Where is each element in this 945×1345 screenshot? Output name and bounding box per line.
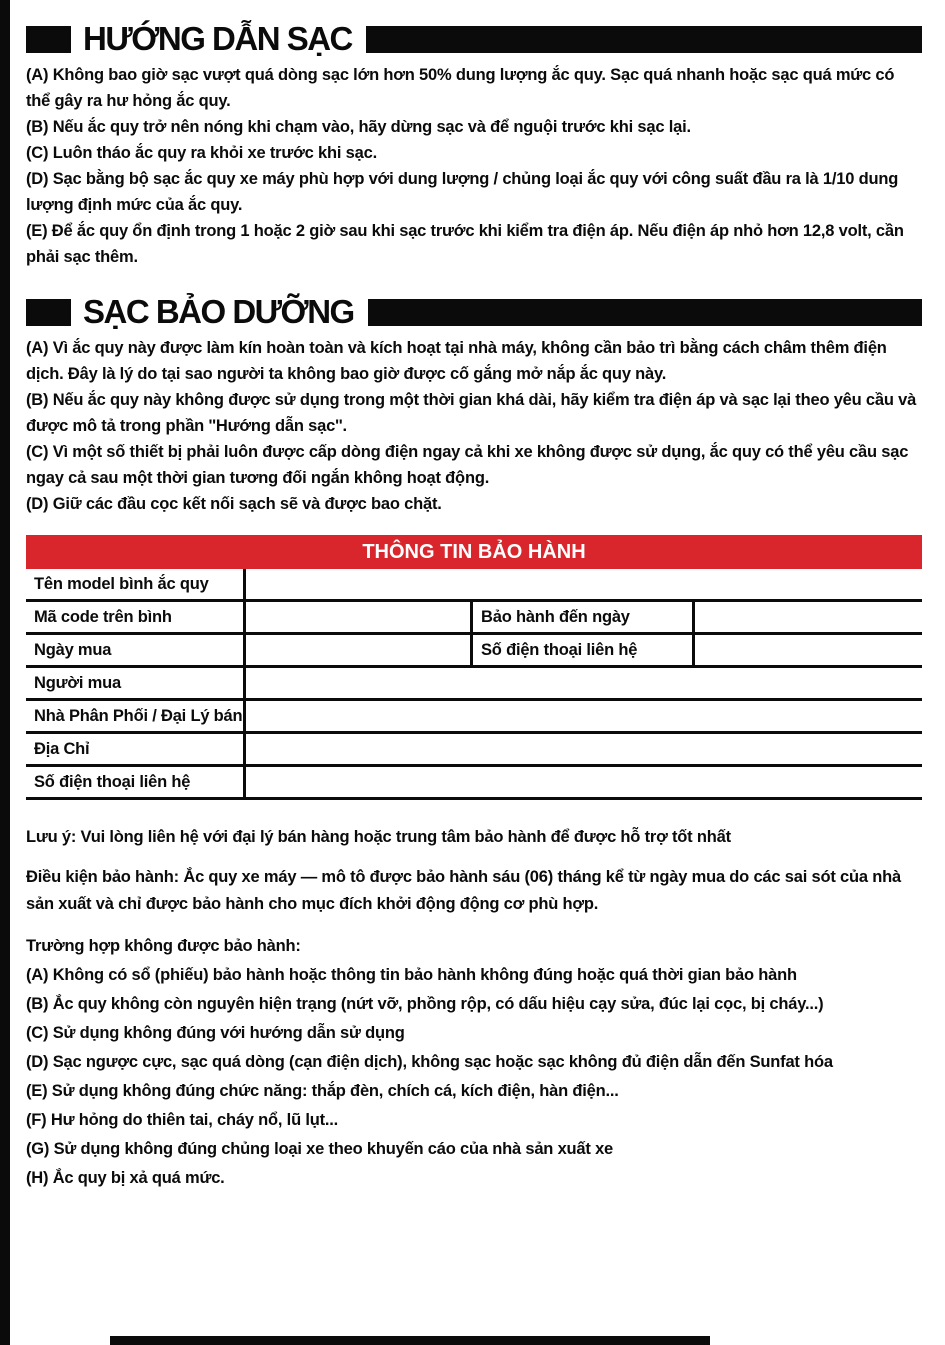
row-label: Địa Chỉ [26,734,246,764]
row-value-blank [246,668,922,698]
heading-black-bar [368,299,922,326]
row-value-blank [246,635,473,665]
section-title-maintenance: SẠC BẢO DƯỠNG [83,293,354,330]
black-square-marker [26,26,71,53]
row-label: Tên model bình ắc quy [26,569,246,599]
section-heading-maintenance [26,292,922,332]
heading-black-bar [366,26,922,53]
exclusion-item-b: (B) Ắc quy không còn nguyên hiện trạng (nứt vỡ, phồng rộp, có dấu hiệu cạy sửa, đúc lại cọc, bị cháy...) [26,995,824,1013]
row-label-2: Bảo hành đến ngày [473,602,695,632]
exclusion-item-h: (H) Ắc quy bị xả quá mức. [26,1169,225,1187]
row-label: Người mua [26,668,246,698]
table-row-model [26,569,922,602]
charging-instructions-list [26,62,922,270]
row-value-blank [246,569,922,599]
maintenance-instructions-list [26,335,922,517]
exclusion-item-c: (C) Sử dụng không đúng với hướng dẫn sử dụng [26,1024,405,1042]
row-value-blank [246,701,922,731]
exclusion-item-e: (E) Sử dụng không đúng chức năng: thắp đèn, chích cá, kích điện, hàn điện... [26,1082,619,1100]
exclusions-title: Trường hợp không được bảo hành: [26,937,301,955]
exclusion-item-g: (G) Sử dụng không đúng chủng loại xe theo khuyến cáo của nhà sản xuất xe [26,1140,614,1158]
row-value-2-blank [695,635,922,665]
exclusions-list [26,961,922,1193]
warranty-info-table [26,535,922,800]
table-row-distributor [26,701,922,734]
instruction-item-c: (C) Luôn tháo ắc quy ra khỏi xe trước khi sạc. [26,144,377,162]
row-label: Nhà Phân Phối / Đại Lý bán [26,701,246,731]
page-bottom-black-bar [110,1336,710,1345]
warranty-table-title: THÔNG TIN BẢO HÀNH [26,535,922,569]
row-value-blank [246,602,473,632]
table-row-purchase-date [26,635,922,668]
maintenance-item-d: (D) Giữ các đầu cọc kết nối sạch sẽ và được bao chặt. [26,495,442,513]
table-row-buyer [26,668,922,701]
row-label-2: Số điện thoại liên hệ [473,635,695,665]
page-left-black-bar [0,0,10,1345]
note-support: Lưu ý: Vui lòng liên hệ với đại lý bán hàng hoặc trung tâm bảo hành để được hỗ trợ tốt nhất [26,828,731,846]
maintenance-item-a: (A) Vì ắc quy này được làm kín hoàn toàn và kích hoạt tại nhà máy, không cần bảo trì bằng cách châm thêm điện dịch. Đây là lý do tại sao người ta không bao giờ được cố gắng mở nắp ắc quy này. [26,339,887,383]
row-value-2-blank [695,602,922,632]
note-warranty-conditions: Điều kiện bảo hành: Ắc quy xe máy — mô tô được bảo hành sáu (06) tháng kể từ ngày mua do các sai sót của nhà sản xuất và chỉ được bảo hành cho mục đích khởi động động cơ phù hợp. [26,868,901,913]
section-title-charging: HƯỚNG DẪN SẠC [83,20,352,57]
exclusion-item-d: (D) Sạc ngược cực, sạc quá dòng (cạn điện dịch), không sạc hoặc sạc không đủ điện dẫn đến Sunfat hóa [26,1053,833,1071]
maintenance-item-b: (B) Nếu ắc quy này không được sử dụng trong một thời gian khá dài, hãy kiểm tra điện áp và sạc lại theo yêu cầu và được mô tả trong phần ''Hướng dẫn sạc''. [26,391,917,435]
instruction-item-a: (A) Không bao giờ sạc vượt quá dòng sạc lớn hơn 50% dung lượng ắc quy. Sạc quá nhanh hoặc sạc quá mức có thể gây ra hư hỏng ắc quy. [26,66,895,110]
table-row-code [26,602,922,635]
exclusion-item-a: (A) Không có sổ (phiếu) bảo hành hoặc thông tin bảo hành không đúng hoặc quá thời gian bảo hành [26,966,797,984]
table-row-phone [26,767,922,800]
table-row-address [26,734,922,767]
row-value-blank [246,767,922,797]
row-label: Số điện thoại liên hệ [26,767,246,797]
exclusion-item-f: (F) Hư hỏng do thiên tai, cháy nổ, lũ lụt... [26,1111,339,1129]
row-label: Ngày mua [26,635,246,665]
instruction-item-e: (E) Để ắc quy ổn định trong 1 hoặc 2 giờ sau khi sạc trước khi kiểm tra điện áp. Nếu điện áp nhỏ hơn 12,8 volt, cần phải sạc thêm. [26,222,904,266]
maintenance-item-c: (C) Vì một số thiết bị phải luôn được cấp dòng điện ngay cả khi xe không được sử dụng, ắc quy có thể yêu cầu sạc ngay cả sau một thời gian tương đối ngắn không hoạt động. [26,443,909,487]
instruction-item-d: (D) Sạc bằng bộ sạc ắc quy xe máy phù hợp với dung lượng / chủng loại ắc quy với công suất đầu ra là 1/10 dung lượng định mức của ắc quy. [26,170,899,214]
instruction-item-b: (B) Nếu ắc quy trở nên nóng khi chạm vào, hãy dừng sạc và để nguội trước khi sạc lại. [26,118,691,136]
section-heading-charging [26,19,922,59]
document-content [26,0,922,1193]
black-square-marker [26,299,71,326]
row-value-blank [246,734,922,764]
row-label: Mã code trên bình [26,602,246,632]
